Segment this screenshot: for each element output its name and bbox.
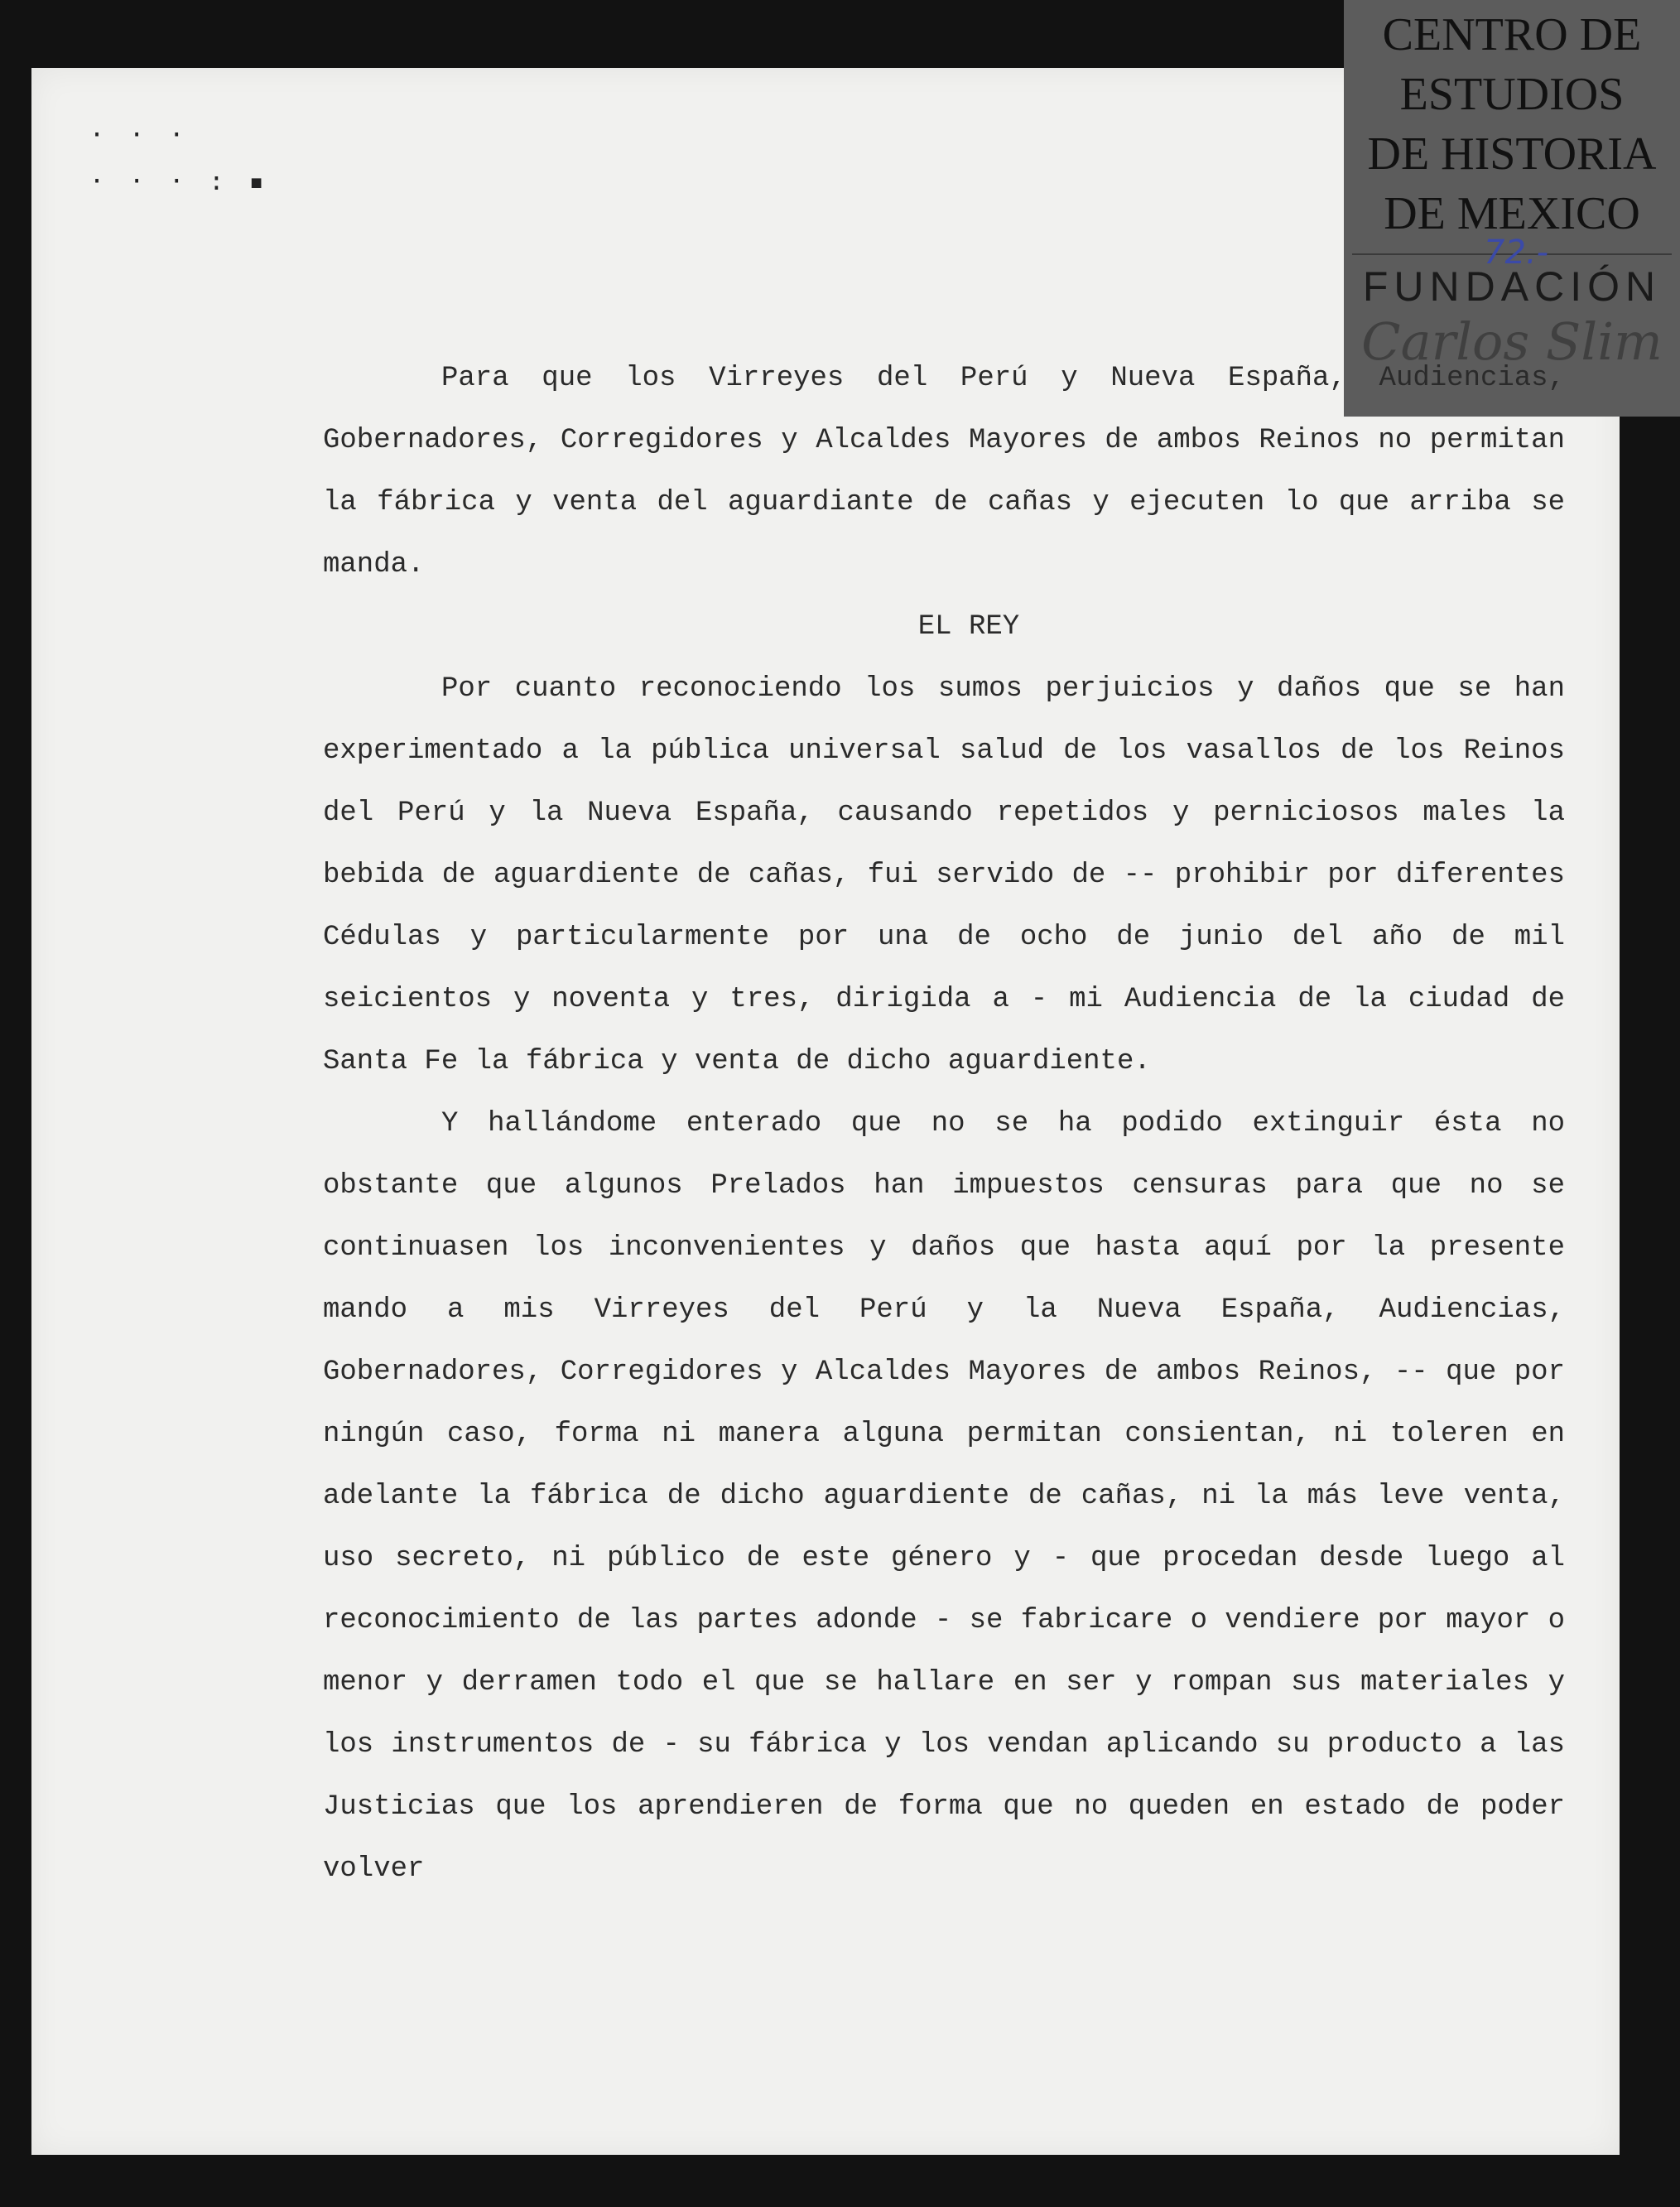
corner-mark-1: · · · bbox=[89, 121, 190, 150]
document-text bbox=[323, 348, 1565, 1901]
stamp-line-1: CENTRO DE bbox=[1382, 9, 1642, 60]
body-paragraph-1: Por cuanto reconociendo los sumos perjuicios y daños que se han experimentado a la pública universal salud de los vasallos de los Reinos del Perú y la Nueva España, causando repetidos y perniciosos males la bebida de aguardiente de cañas, fui servido de -- prohibir por diferentes Cédulas y particularmente por una de ocho de junio del año de mil seicientos y noventa y tres, dirigida a - mi Audiencia de la ciudad de Santa Fe la fábrica y venta de dicho aguardiente. bbox=[323, 673, 1565, 1077]
page-number: 72.- bbox=[1484, 234, 1549, 272]
stamp-line-2: ESTUDIOS bbox=[1399, 69, 1625, 120]
stamp-signature: Carlos Slim bbox=[1361, 311, 1663, 372]
corner-marks bbox=[89, 113, 269, 205]
stamp-line-3: DE HISTORIA bbox=[1367, 128, 1657, 180]
intro-paragraph: Para que los Virreyes del Perú y Nueva España, Audiencias, Gobernadores, Corregidores y Alcaldes Mayores de ambos Reinos no permitan la fábrica y venta del aguardiante de cañas y ejecuten lo que arriba se manda. bbox=[323, 363, 1565, 581]
stamp-line-4: DE MEXICO bbox=[1384, 188, 1640, 239]
stamp-foundation: FUNDACIÓN bbox=[1362, 263, 1662, 310]
corner-mark-2: · · · : ▪ bbox=[89, 167, 269, 196]
body-paragraph-2: Y hallándome enterado que no se ha podido extinguir ésta no obstante que algunos Prelados han impuestos censuras para que no se continuasen los inconvenientes y daños que hasta aquí por la presente mando a mis Virreyes del Perú y la Nueva España, Audiencias, Gobernadores, Corregidores y Alcaldes Mayores de ambos Reinos, -- que por ningún caso, forma ni manera alguna permitan consientan, ni toleren en adelante la fábrica de dicho aguardiente de cañas, ni la más leve venta, uso secreto, ni público de este género y - que procedan desde luego al reconocimiento de las partes adonde - se fabricare o vendiere por mayor o menor y derramen todo el que se hallare en ser y rompan sus materiales y los instrumentos de - su fábrica y los vendan aplicando su producto a las Justicias que los aprendieren de forma que no queden en estado de poder volver bbox=[323, 1108, 1565, 1885]
document-heading: EL REY bbox=[917, 611, 1020, 643]
